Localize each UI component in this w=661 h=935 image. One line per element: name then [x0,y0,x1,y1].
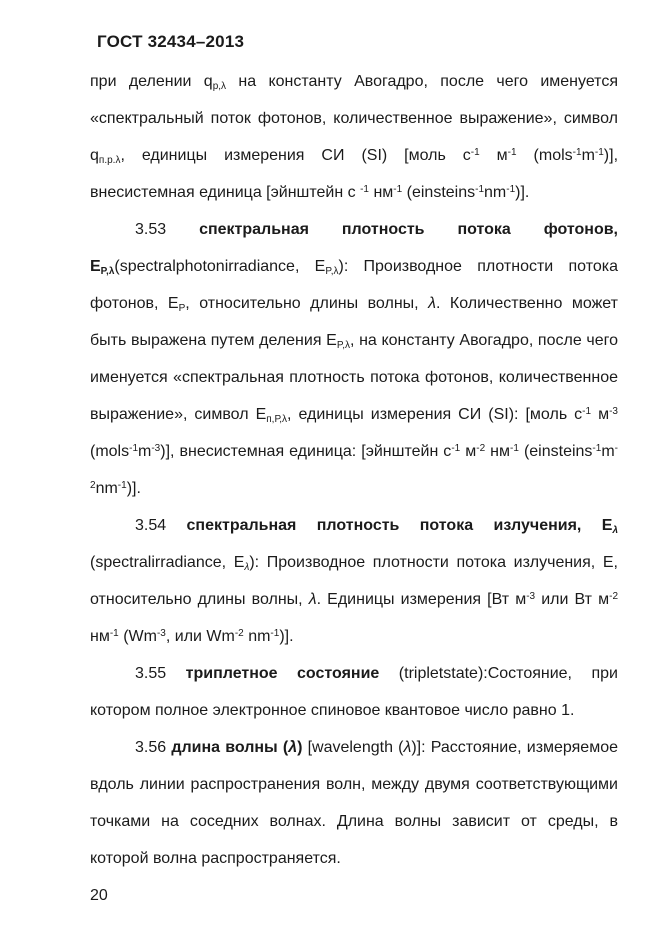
superscript-run: -1 [117,479,127,491]
subscript-run: λ [612,524,618,536]
text-run: (Wm [118,628,157,645]
text-run: нм [90,628,110,645]
superscript-run: -1 [506,183,516,195]
superscript-run: -2 [90,442,618,491]
text-run: , или Wm [165,628,235,645]
superscript-run: -1 [393,183,403,195]
subscript-run: р,λ [212,80,227,92]
superscript-run: -3 [526,590,536,602]
subscript-run: п.р.λ [98,154,121,166]
text-run: м [460,443,477,460]
text-run: 3.54 [135,517,187,534]
text-run: (einsteins [518,443,593,460]
superscript-run: -1 [592,442,602,454]
text-run: λ [428,295,436,312]
text-run: m [581,147,595,164]
text-run: . Единицы измерения [Вт м [316,591,527,608]
text-run: )]. [279,628,294,645]
text-run: спектральная плотность потока излучения, E [186,517,613,534]
paragraph-term-3-55 [90,655,618,729]
text-run: nm [243,628,271,645]
superscript-run: -1 [360,183,369,195]
paragraph-term-3-53 [90,211,618,507]
text-run: , единицы измерения СИ (SI): [моль с [287,406,583,423]
text-run: триплетное состояние [185,665,380,682]
text-run: (spectralphotonirradiance, E [114,258,326,275]
superscript-run: -1 [270,627,280,639]
text-run: (mols [516,147,573,164]
page-number: 20 [90,887,108,904]
superscript-run: -1 [507,146,517,158]
superscript-run: -1 [510,442,519,454]
text-run: )], внесистемная единица [эйнштейн с [90,147,619,201]
text-run: nm [95,480,118,497]
text-run: , относительно длины волны, [185,295,429,312]
text-run: λ [308,591,317,608]
text-run: (mols [90,443,130,460]
text-run: [wavelength ( [302,739,404,756]
text-run: ): Производное плотности потока фотонов, E [90,258,619,312]
subscript-run: λ [244,561,250,573]
superscript-run: -1 [475,183,485,195]
superscript-run: -3 [609,405,618,417]
text-run: спектральная плотность потока фотонов, E [90,221,618,275]
text-run: λ [288,739,298,756]
paragraph-term-3-56 [90,729,618,877]
superscript-run: -2 [609,590,619,602]
subscript-run: п,Р,λ [266,413,288,425]
text-run: нм [369,184,394,201]
text-run: на константу Авогадро, после чего именуется «спектральный поток фотонов, количественное выражение», символ q [90,73,618,164]
text-run: ): Производное плотности потока излучения, E, относительно длины волны, [90,554,618,608]
text-run: , на константу Авогадро, после чего именуется «спектральная плотность потока фотонов, количественное выражение», символ E [90,332,619,423]
superscript-run: -3 [151,442,161,454]
superscript-run: -1 [594,146,604,158]
superscript-run: -1 [109,627,119,639]
superscript-run: -1 [572,146,582,158]
text-run: . Количественно может быть выражена путем деления E [90,295,619,349]
text-run: λ [403,739,412,756]
superscript-run: -1 [451,442,461,454]
text-run: при делении q [90,73,213,90]
text-run: )]. [515,184,530,201]
text-run: длина волны ( [171,739,289,756]
text-run: (spectralirradiance, E [90,554,245,571]
text-run: (tripletstate):Состояние, при котором полное электронное спиновое квантовое число равно 1. [90,665,618,719]
text-run: , единицы измерения СИ (SI) [моль с [120,147,471,164]
text-run: м [479,147,508,164]
paragraph-term-3-54 [90,507,618,655]
subscript-run: P,λ [100,265,115,277]
text-run: )]: Расстояние, измеряемое вдоль линии распространения волн, между двумя соответствующими точками на соседних волнах. Длина волны зависит от среды, в которой волна распространяется. [90,739,619,867]
text-run: 3.53 [135,221,200,238]
superscript-run: -3 [156,627,166,639]
text-run: 3.55 [135,665,186,682]
text-run: нм [485,443,511,460]
superscript-run: -1 [129,442,139,454]
document-footer [90,877,618,914]
paragraph-intro-continuation [90,63,618,211]
text-run: 3.56 [135,739,172,756]
subscript-run: P,λ [325,265,339,277]
text-run: m [601,443,615,460]
text-run: или Вт м [535,591,610,608]
subscript-run: P,λ [336,339,350,351]
document-header-gost-number: ГОСТ 32434–2013 [97,32,245,51]
superscript-run: -1 [470,146,480,158]
subscript-run: P [178,302,186,314]
text-run: m [138,443,152,460]
text-run: nm [484,184,507,201]
superscript-run: -1 [582,405,592,417]
superscript-run: -2 [476,442,486,454]
text-run: м [591,406,610,423]
text-run: )]. [126,480,141,497]
document-body [90,63,618,877]
text-run: ) [297,739,303,756]
superscript-run: -2 [234,627,244,639]
text-run: )], внесистемная единица: [эйнштейн с [160,443,452,460]
text-run: (einsteins [402,184,476,201]
